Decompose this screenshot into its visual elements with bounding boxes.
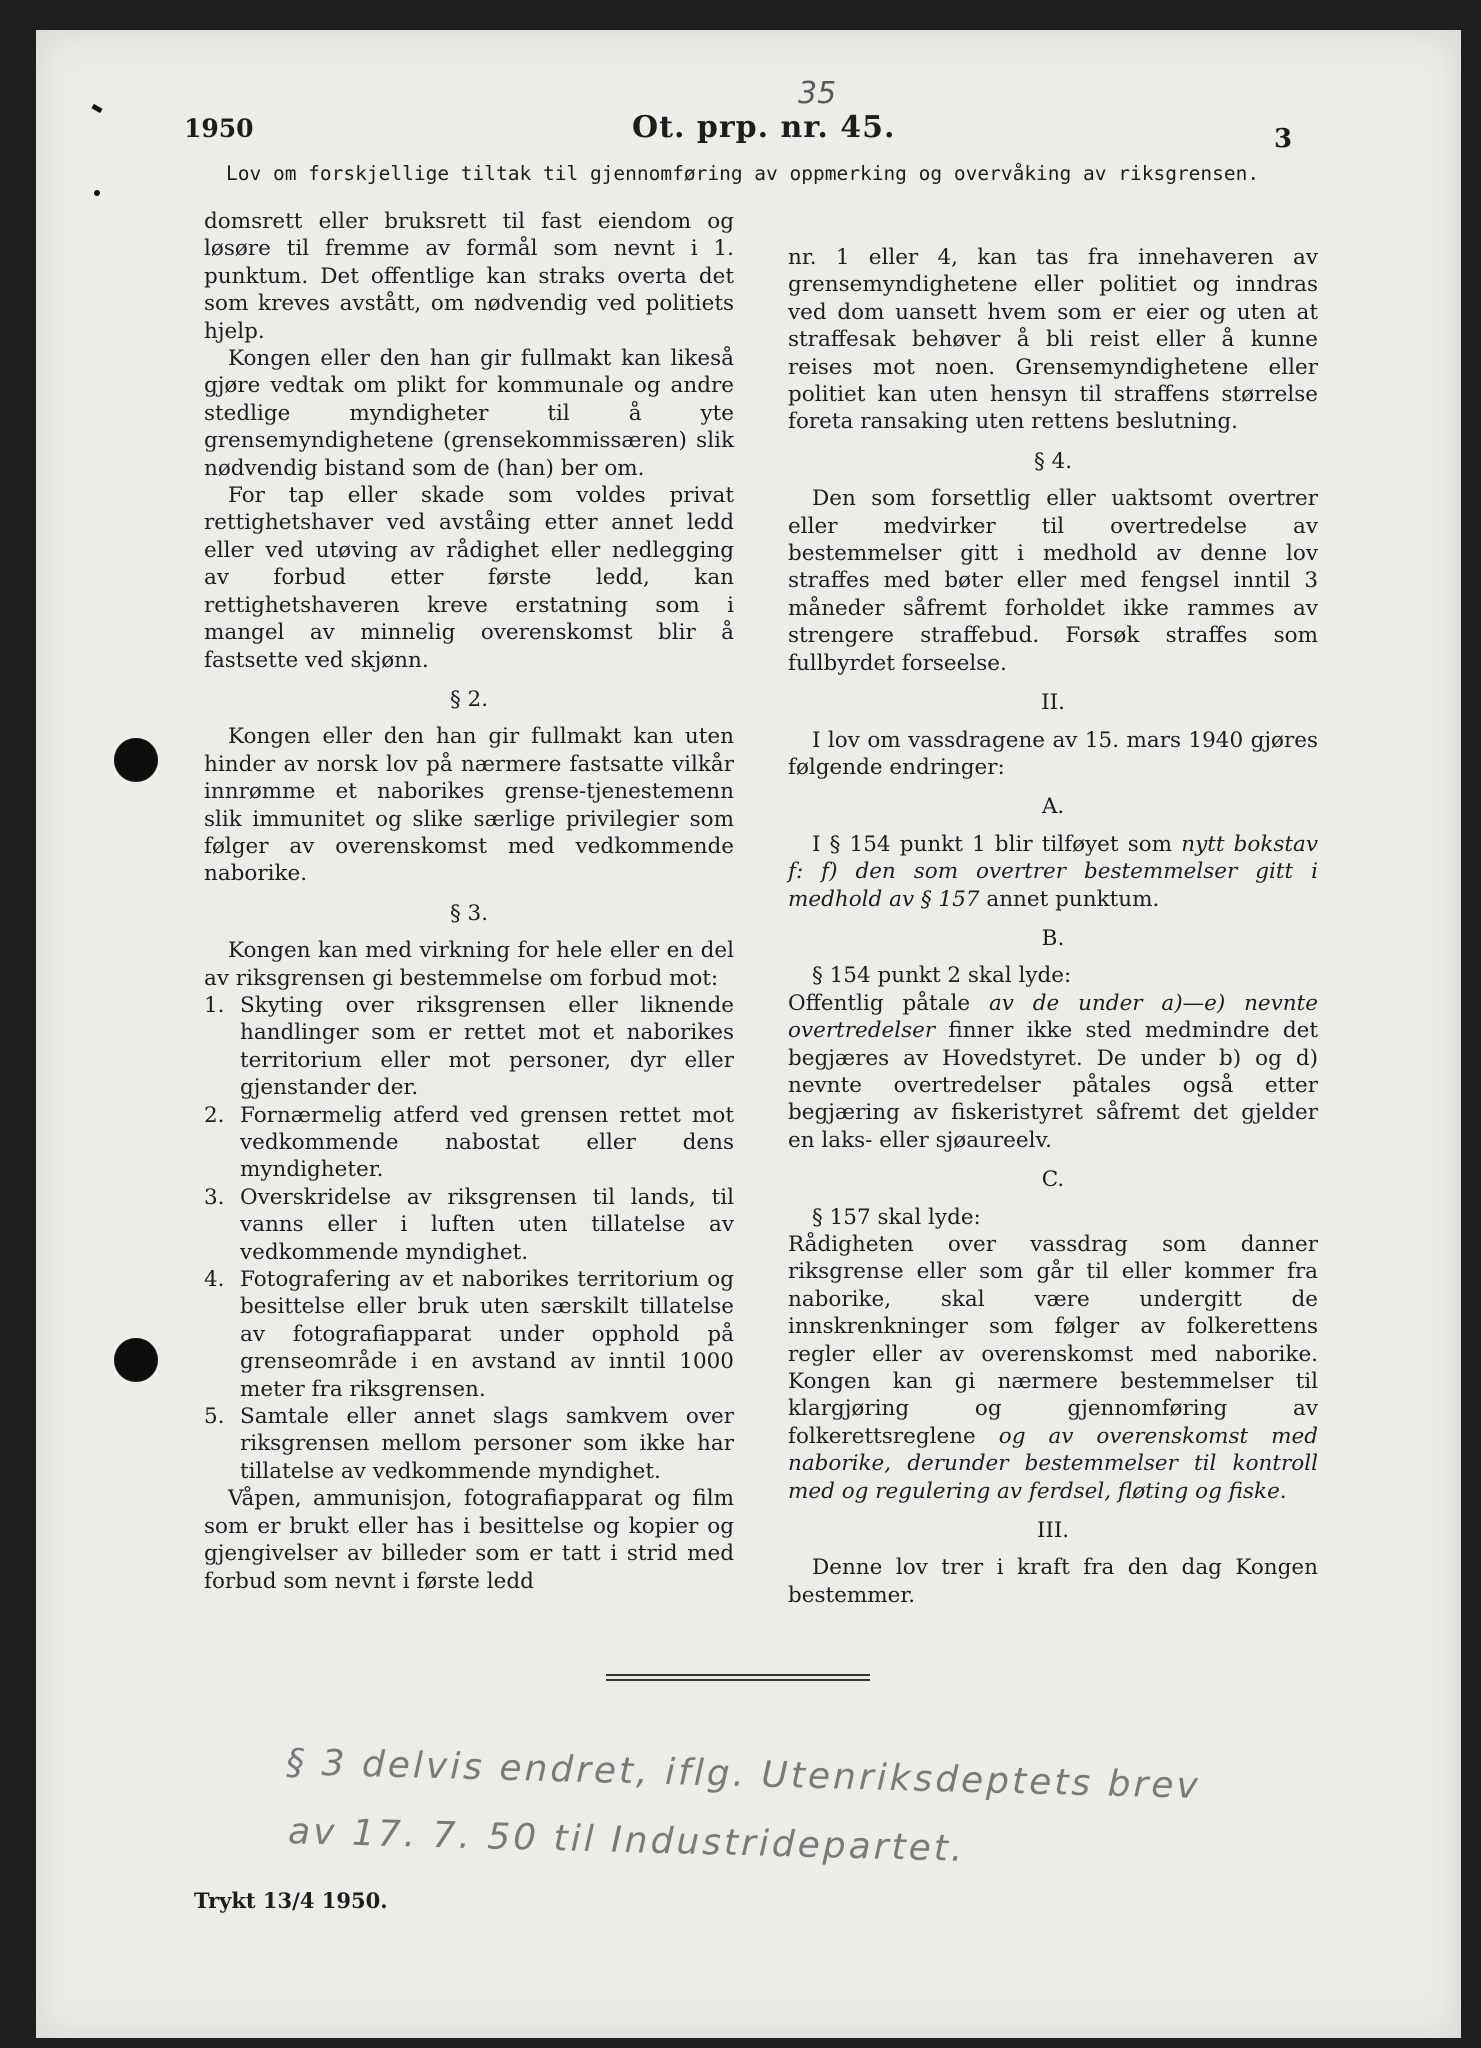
page-number: 3 [1274, 124, 1293, 154]
part-heading-III: III. [1036, 1518, 1070, 1544]
divider-line [606, 1674, 870, 1676]
left-column [204, 208, 734, 1595]
list-item-text: Fornærmelig atferd ved grensen rettet mot vedkommende nabostat eller dens myndigheter. [240, 1102, 734, 1183]
list-item-number: 5. [204, 1404, 225, 1430]
punch-hole-top [114, 738, 158, 782]
part-II-text: I lov om vassdragene av 15. mars 1940 gjøres følgende endringer: [788, 727, 1318, 780]
right-column [788, 244, 1318, 1609]
punch-hole-bottom [114, 1338, 158, 1382]
subsection-B-text [788, 990, 1318, 1154]
list-item [204, 1266, 734, 1403]
handwritten-note-line-1: § 3 delvis endret, iflg. Utenriksdeptets brev [285, 1742, 1202, 1807]
section-heading-3: § 3. [449, 900, 489, 926]
text-run: Rådigheten over vassdrag som danner riksgrense eller som går til eller kommer fra naborike, skal være undergitt de innskrenkninger som følger av folkerettens regler eller av overenskomst med naborike. Kongen kan gi nærmere bestemmelser til klargjøring og gjennomføring av folkerettsreglene [788, 1232, 1318, 1449]
text-run: finner ikke sted medmindre det begjæres av Hovedstyret. De under b) og d) nevnte overtredelser påtales også etter begjæring av fiskeristyret såfremt det gjelder en laks- eller sjøaureelv. [788, 1018, 1318, 1153]
list-item [204, 1403, 734, 1485]
paragraph: For tap eller skade som voldes privat rettighetshaver ved avståing etter annet ledd eller ved utøving av rådighet eller nedlegging av forbud etter første ledd, kan rettighetshaveren kreve erstatning som i mangel av minnelig overenskomst blir å fastsette ved skjønn. [204, 483, 734, 673]
text-run: I § 154 punkt 1 blir tilføyet som [812, 831, 1182, 857]
section-2-text: Kongen eller den han gir fullmakt kan uten hinder av norsk lov på nærmere fastsatte vilkår innrømme et naborikes grense-tjenestemenn slik immunitet og slike særlige privilegier som følger av overenskomst med vedkommende naborike. [204, 724, 734, 887]
section-3-final: Våpen, ammunisjon, fotografiapparat og film som er brukt eller has i besittelse og kopier og gjengivelser av billeder som er tatt i strid med forbud som nevnt i første ledd [204, 1486, 734, 1594]
list-item-number: 3. [204, 1184, 225, 1210]
header-year: 1950 [184, 114, 254, 143]
law-subtitle: Lov om forskjellige tiltak til gjennomføring av oppmerking og overvåking av riksgrensen. [226, 162, 1260, 185]
handwritten-number: 35 [798, 76, 837, 111]
section-4-text: Den som forsettlig eller uaktsomt overtrer eller medvirker til overtredelse av bestemmelser gitt i medhold av denne lov straffes med bøter eller med fengsel inntil 3 måneder såfremt forholdet ikke rammes av strengere straffebud. Forsøk straffes som fullbyrdet forseelse. [788, 486, 1318, 676]
print-date: Trykt 13/4 1950. [194, 1888, 388, 1913]
list-item-number: 1. [204, 992, 225, 1018]
list-item-number: 4. [204, 1267, 225, 1293]
list-item-number: 2. [204, 1102, 225, 1128]
subsection-A-text [788, 831, 1318, 913]
divider-line [606, 1679, 870, 1681]
italic-run: og av overenskomst med naborike, derunder bestemmelser til kontroll med og regulering av ferdsel, fløting og fiske. [788, 1423, 1318, 1504]
text-run: annet punktum. [979, 886, 1160, 912]
section-heading-2: § 2. [449, 686, 489, 712]
list-item-text: Samtale eller annet slags samkvem over riksgrensen mellom personer som ikke har tillatelse av vedkommende myndighet. [240, 1404, 734, 1484]
margin-dot [94, 190, 100, 196]
text-run: Offentlig påtale [788, 990, 989, 1016]
subsection-heading-B: B. [1041, 925, 1065, 951]
subsection-C-intro: § 157 skal lyde: [812, 1204, 981, 1230]
italic-run: nytt bokstav f: f) den som overtrer bestemmelser gitt i medhold av § 157 [788, 831, 1319, 912]
part-III-text: Denne lov trer i kraft fra den dag Kongen bestemmer. [788, 1555, 1318, 1608]
paragraph: domsrett eller bruksrett til fast eiendom og løsøre til fremme av formål som nevnt i 1. punktum. Det offentlige kan straks overta det som kreves avstått, om nødvendig ved politiets hjelp. [204, 209, 734, 344]
list-item-text: Fotografering av et naborikes territorium og besittelse eller bruk uten særskilt tillatelse av fotografiapparat under opphold på grenseområde i en avstand av inntil 1000 meter fra riksgrensen. [240, 1267, 734, 1402]
section-heading-4: § 4. [1033, 448, 1073, 474]
list-item [204, 1184, 734, 1266]
subsection-C-text [788, 1231, 1318, 1505]
subsection-heading-C: C. [1041, 1167, 1065, 1193]
list-item-text: Overskridelse av riksgrensen til lands, til vanns eller i luften uten tillatelse av vedkommende myndighet. [240, 1184, 734, 1265]
margin-mark [91, 104, 102, 113]
list-item [204, 1102, 734, 1184]
handwritten-note-line-2: av 17. 7. 50 til Industridepartet. [287, 1811, 966, 1870]
paragraph: Kongen eller den han gir fullmakt kan likeså gjøre vedtak om plikt for kommunale og andre stedlige myndigheter til å yte grensemyndighetene (grensekommissæren) slik nødvendig bistand som de (han) ber om. [204, 346, 734, 481]
subsection-heading-A: A. [1041, 794, 1065, 820]
part-heading-II: II. [1041, 690, 1065, 716]
header-title: Ot. prp. nr. 45. [632, 110, 896, 145]
italic-run: av de under a)—e) nevnte overtredelser [788, 990, 1319, 1044]
document-page [36, 30, 1461, 2038]
list-item-text: Skyting over riksgrensen eller liknende handlinger som er rettet mot et naborikes territorium eller mot personer, dyr eller gjenstander der. [240, 992, 734, 1101]
list-item [204, 992, 734, 1102]
paragraph: nr. 1 eller 4, kan tas fra innehaveren av grensemyndighetene eller politiet og inndras ved dom uansett hvem som er eier og uten at straffesak behøver å bli reist eller å kunne reises mot noen. Grensemyndighetene eller politiet kan uten hensyn til straffens størrelse foreta ransaking uten rettens beslutning. [788, 245, 1318, 435]
section-3-intro: Kongen kan med virkning for hele eller en del av riksgrensen gi bestemmelse om forbud mot: [204, 938, 734, 991]
subsection-B-intro: § 154 punkt 2 skal lyde: [812, 963, 1072, 989]
